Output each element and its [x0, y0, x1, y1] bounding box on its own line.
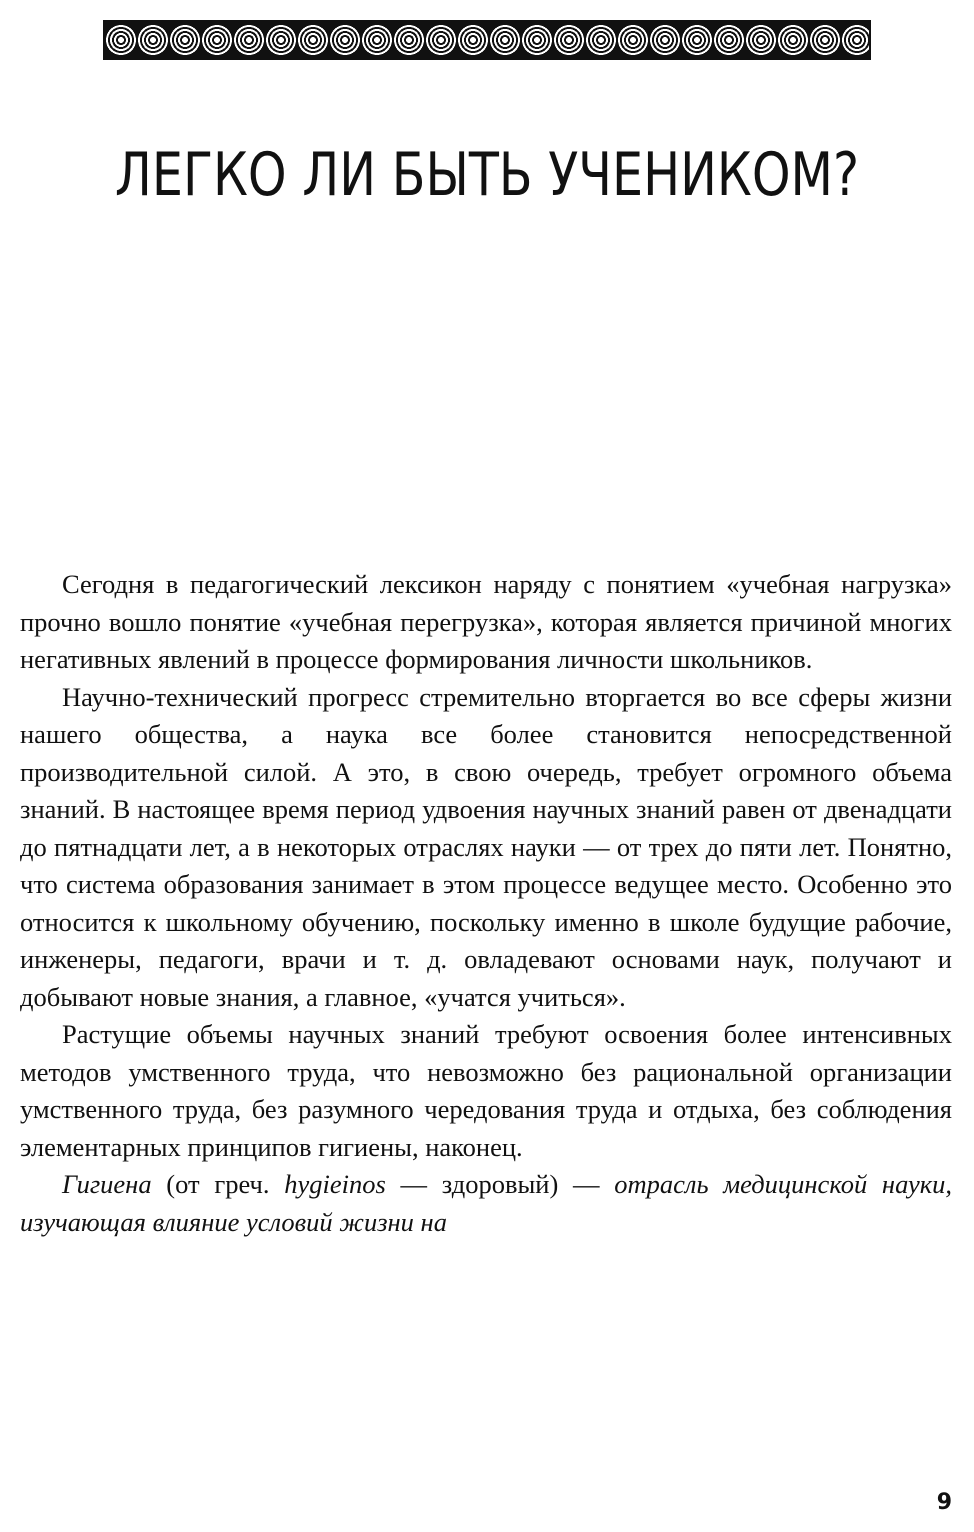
paragraph-3: Растущие объемы научных знаний требуют освоения более интенсивных методов умственного труда, что невозможно без рациональной организации умственного труда, без разумного чередования труда и отдыха, без соблюдения элементарных принципов гигиены, наконец.: [20, 1019, 952, 1162]
decorative-ornament-border: [103, 20, 871, 60]
paragraph-4-open: (от греч.: [151, 1169, 285, 1199]
paragraph-4: [20, 1166, 952, 1241]
greek-word: hygieinos: [284, 1169, 386, 1199]
definition-text: отрасль медицинской науки, изучающая влияние условий жизни на: [20, 1169, 953, 1237]
chapter-title: ЛЕГКО ЛИ БЫТЬ УЧЕНИКОМ?: [114, 140, 860, 210]
paragraph-1: Сегодня в педагогический лексикон наряду с понятием «учебная нагрузка» прочно вошло понятие «учебная перегрузка», которая является причиной многих негативных явлений в процессе формирования личности школьников.: [20, 569, 952, 674]
body-text: [20, 566, 952, 1241]
paragraph-4-mid: — здоровый) —: [385, 1169, 615, 1199]
paragraph-2: Научно-технический прогресс стремительно вторгается во все сферы жизни нашего общества, а наука все более становится непосредственной производительной силой. А это, в свою очередь, требует огромного объема знаний. В настоящее время период удвоения научных знаний равен от двенадцати до пятнадцати лет, а в некоторых отраслях науки — от трех до пяти лет. Понятно, что система образования занимает в этом процессе ведущее место. Особенно это относится к школьному обучению, поскольку именно в школе будущие рабочие, инженеры, педагоги, врачи и т. д. овладевают основами наук, получают и добывают новые знания, а главное, «учатся учиться».: [20, 681, 952, 1012]
page-number: 9: [936, 1490, 952, 1515]
term-hygiene: Гигиена: [62, 1169, 152, 1199]
